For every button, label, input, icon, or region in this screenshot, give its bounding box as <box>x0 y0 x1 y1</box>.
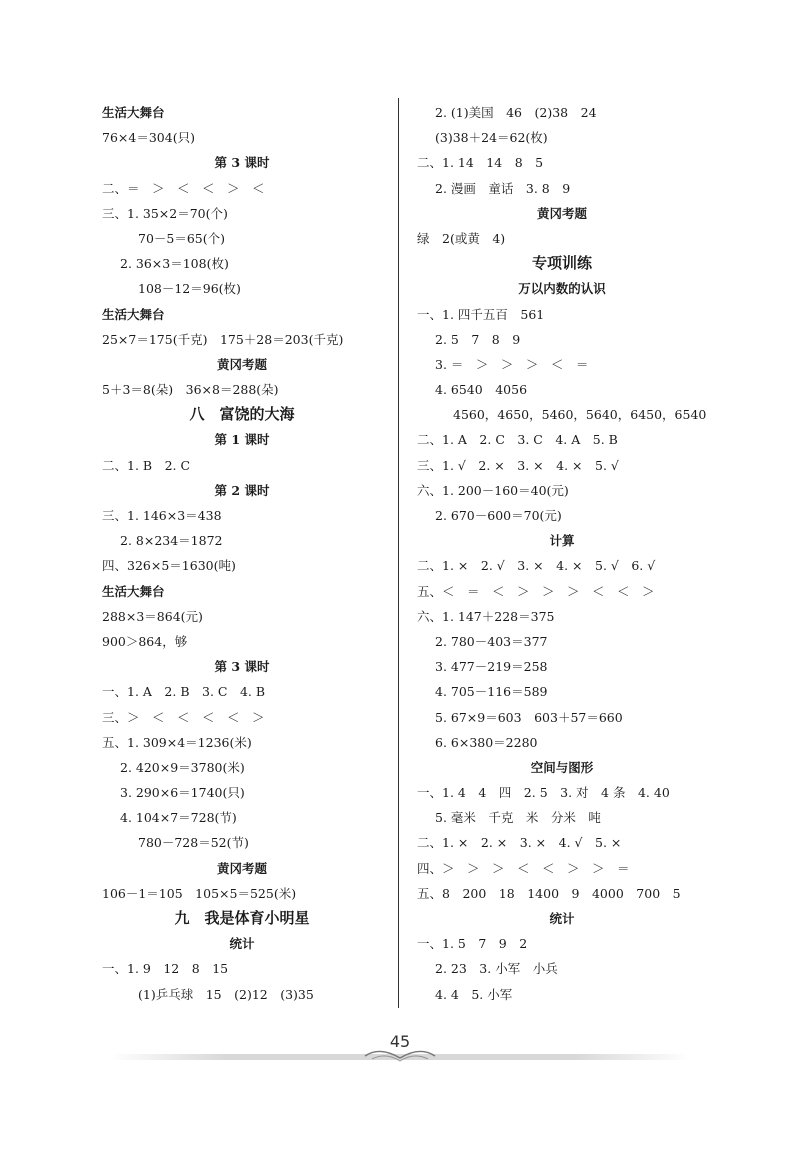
left-unit-title: 八 富饶的大海 <box>189 405 295 424</box>
right-answer-line: 六、1. 147＋228＝375 <box>417 608 555 624</box>
left-answer-line: 2. 8×234＝1872 <box>120 533 223 549</box>
right-answer-line: 三、1. √ 2. × 3. × 4. × 5. √ <box>417 457 619 473</box>
left-answer-line: 25×7＝175(千克) 175＋28＝203(千克) <box>102 331 344 347</box>
left-answer-line: 二、＝ ＞ ＜ ＜ ＞ ＜ <box>102 180 265 196</box>
left-subsection-label: 生活大舞台 <box>102 306 165 322</box>
right-section-heading: 黄冈考题 <box>536 205 587 221</box>
left-unit-title: 九 我是体育小明星 <box>174 909 310 927</box>
column-divider <box>398 98 399 1008</box>
left-answer-line: 780－728＝52(节) <box>138 835 249 851</box>
right-answer-line: 2. 5 7 8 9 <box>435 331 521 347</box>
left-answer-line: 一、1. A 2. B 3. C 4. B <box>102 684 266 700</box>
right-section-heading: 万以内数的认识 <box>518 281 606 297</box>
right-answer-line: 六、1. 200－160＝40(元) <box>417 482 569 498</box>
right-answer-line: 3. ＝ ＞ ＞ ＞ ＜ ＝ <box>435 356 589 372</box>
right-answer-line: 五、＜ ＝ ＜ ＞ ＞ ＞ ＜ ＜ ＞ <box>417 583 655 599</box>
right-unit-title: 专项训练 <box>531 254 592 273</box>
right-answer-line: 二、1. × 2. √ 3. × 4. × 5. √ 6. √ <box>417 558 656 574</box>
left-answer-line: 一、1. 9 12 8 15 <box>102 961 229 977</box>
left-answer-line: 2. 420×9＝3780(米) <box>120 759 245 775</box>
right-answer-line: 绿 2(或黄 4) <box>417 230 506 246</box>
left-answer-line: 五、1. 309×4＝1236(米) <box>102 734 252 750</box>
left-answer-line: 三、1. 35×2＝70(个) <box>102 205 228 221</box>
right-answer-line: 6. 6×380＝2280 <box>435 734 538 750</box>
right-answer-line: 2. (1)美国 46 (2)38 24 <box>435 105 597 120</box>
left-answer-line: 76×4＝304(只) <box>102 130 195 146</box>
left-section-heading: 统计 <box>229 936 255 952</box>
right-answer-line: 2. 780－403＝377 <box>435 633 548 649</box>
left-answer-line: 三、1. 146×3＝438 <box>102 508 222 523</box>
right-answer-line: 5. 毫米 千克 米 分米 吨 <box>435 810 601 826</box>
right-section-heading: 统计 <box>549 911 575 926</box>
right-section-heading: 计算 <box>549 533 575 549</box>
left-answer-line: 106－1＝105 105×5＝525(米) <box>102 885 297 901</box>
right-answer-column <box>417 100 707 1007</box>
left-answer-line: 3. 290×6＝1740(只) <box>120 785 245 801</box>
right-answer-line: 2. 23 3. 小军 小兵 <box>435 961 558 977</box>
left-answer-line: 5＋3＝8(朵) 36×8＝288(朵) <box>102 382 279 398</box>
right-section-heading: 空间与图形 <box>530 759 594 775</box>
left-section-heading: 第 3 课时 <box>214 155 270 171</box>
left-answer-line: 4. 104×7＝728(节) <box>120 810 237 826</box>
left-answer-line: 三、＞ ＜ ＜ ＜ ＜ ＞ <box>102 709 265 725</box>
left-answer-line: 二、1. B 2. C <box>102 457 191 473</box>
left-answer-line: 288×3＝864(元) <box>102 608 203 624</box>
left-answer-column <box>102 100 382 1007</box>
left-section-heading: 黄冈考题 <box>216 356 267 372</box>
left-section-heading: 黄冈考题 <box>216 860 267 876</box>
right-answer-line: 一、1. 5 7 9 2 <box>417 936 528 952</box>
left-section-heading: 第 3 课时 <box>214 659 270 675</box>
left-subsection-label: 生活大舞台 <box>102 105 165 120</box>
right-answer-line: 一、1. 四千五百 561 <box>417 306 545 322</box>
left-section-heading: 第 2 课时 <box>214 482 270 498</box>
right-answer-line: 五、8 200 18 1400 9 4000 700 5 <box>417 885 681 901</box>
right-answer-line: 四、＞ ＞ ＞ ＜ ＜ ＞ ＞ ＝ <box>417 860 630 876</box>
right-answer-line: 二、1. A 2. C 3. C 4. A 5. B <box>417 432 618 448</box>
right-answer-line: 2. 漫画 童话 3. 8 9 <box>435 180 571 196</box>
left-answer-line: 2. 36×3＝108(枚) <box>120 256 229 272</box>
right-answer-line: 二、1. × 2. × 3. × 4. √ 5. × <box>417 835 622 851</box>
left-answer-line: (1)乒乓球 15 (2)12 (3)35 <box>138 986 314 1002</box>
left-answer-line: 四、326×5＝1630(吨) <box>102 558 236 574</box>
left-answer-line: 70－5＝65(个) <box>138 230 226 246</box>
right-answer-line: 4. 705－116＝589 <box>435 684 548 700</box>
right-answer-line: 3. 477－219＝258 <box>435 659 548 675</box>
page-footer <box>110 1030 690 1070</box>
right-answer-line: 5. 67×9＝603 603＋57＝660 <box>435 709 623 725</box>
left-section-heading: 第 1 课时 <box>214 432 270 448</box>
left-answer-line: 108－12＝96(枚) <box>138 281 241 297</box>
right-answer-line: 二、1. 14 14 8 5 <box>417 155 544 171</box>
right-answer-line: 4. 6540 4056 <box>435 382 528 398</box>
page-number: 45 <box>389 1032 411 1051</box>
left-answer-line: 900＞864，够 <box>102 633 188 649</box>
right-answer-line: 2. 670－600＝70(元) <box>435 508 562 523</box>
right-answer-line: 一、1. 4 4 四 2. 5 3. 对 4 条 4. 40 <box>417 785 670 801</box>
right-answer-line: (3)38＋24＝62(枚) <box>435 130 548 146</box>
right-answer-line: 4. 4 5. 小军 <box>435 986 513 1002</box>
right-answer-line: 4560，4650，5460，5640，6450，6540 <box>453 407 707 423</box>
left-subsection-label: 生活大舞台 <box>102 583 165 599</box>
